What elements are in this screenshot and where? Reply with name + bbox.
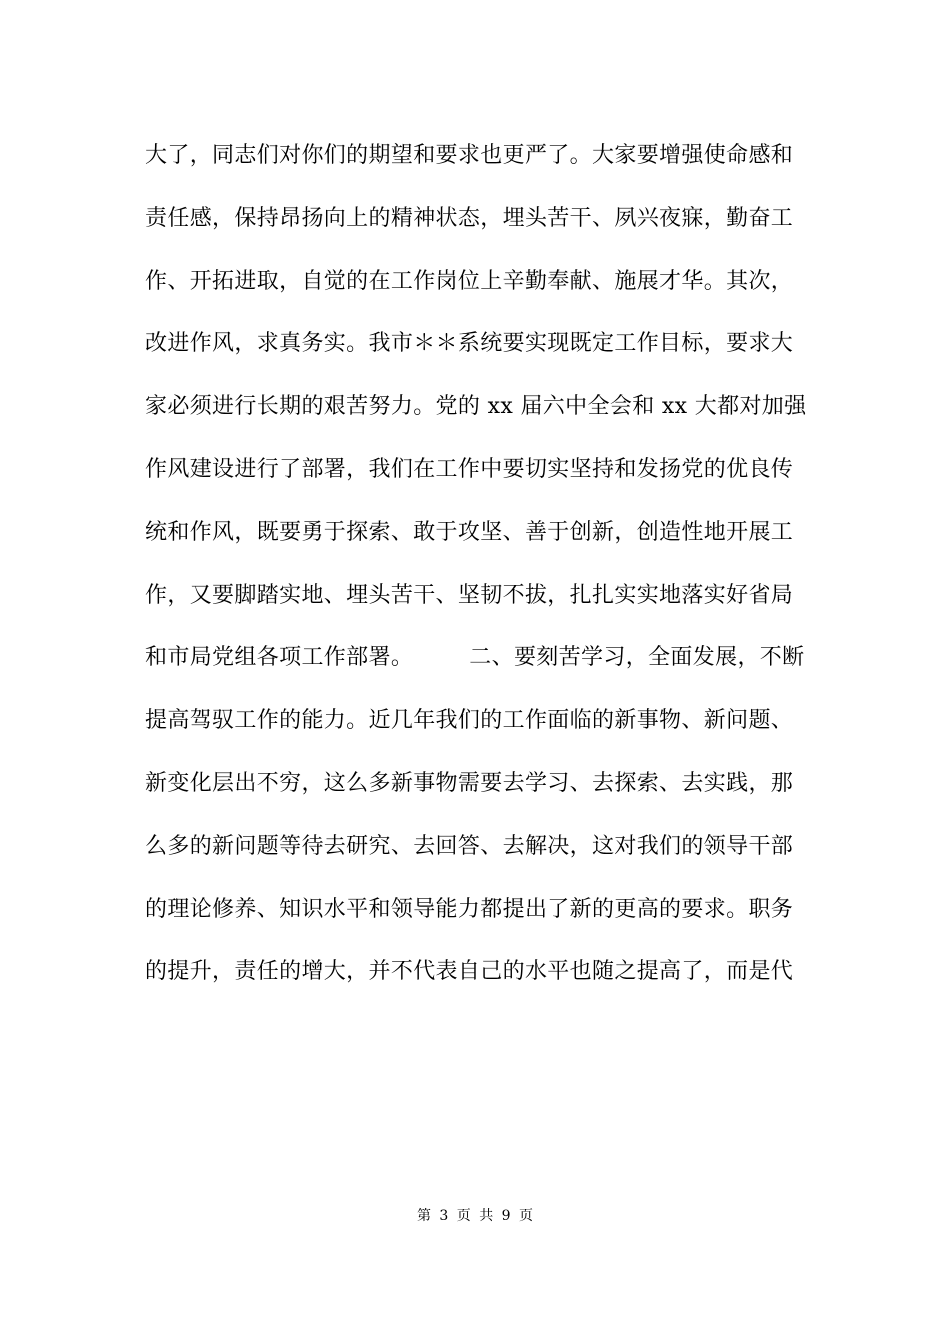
total-pages-number: 9 (501, 1208, 511, 1224)
footer-label-ye: 页 (456, 1208, 471, 1224)
footer-label-di: 第 (416, 1208, 431, 1224)
text-line: 作、开拓进取，自觉的在工作岗位上辛勤奉献、施展才华。其次， (145, 268, 794, 294)
text-line: 统和作风，既要勇于探索、敢于攻坚、善于创新，创造性地开展工 (145, 519, 794, 545)
text-line: 作，又要脚踏实地、埋头苦干、坚韧不拔，扎扎实实地落实好省局 (145, 582, 794, 608)
text-line: 提高驾驭工作的能力。近几年我们的工作面临的新事物、新问题、 (145, 708, 794, 734)
text-line: 家必须进行长期的艰苦努力。党的 xx 届六中全会和 xx 大都对加强 (145, 394, 807, 420)
text-line: 改进作风，求真务实。我市＊＊系统要实现既定工作目标，要求大 (145, 331, 794, 357)
body-text (145, 132, 809, 1011)
page-footer (0, 1206, 950, 1226)
text-line: 和市局党组各项工作部署。 二、要刻苦学习，全面发展，不断 (145, 645, 805, 671)
text-line: 大了，同志们对你们的期望和要求也更严了。大家要增强使命感和 (145, 143, 794, 168)
text-line: 责任感，保持昂扬向上的精神状态，埋头苦干、夙兴夜寐，勤奋工 (145, 205, 794, 231)
current-page-number: 3 (439, 1208, 449, 1224)
footer-label-ye-end: 页 (519, 1208, 534, 1224)
text-line: 新变化层出不穷，这么多新事物需要去学习、去探索、去实践，那 (145, 770, 794, 796)
text-line: 么多的新问题等待去研究、去回答、去解决，这对我们的领导干部 (145, 833, 794, 859)
footer-label-gong: 共 (479, 1208, 494, 1224)
text-line: 作风建设进行了部署，我们在工作中要切实坚持和发扬党的优良传 (145, 456, 794, 482)
text-line: 的提升，责任的增大，并不代表自己的水平也随之提高了，而是代 (145, 959, 794, 985)
text-line: 的理论修养、知识水平和领导能力都提出了新的更高的要求。职务 (145, 896, 794, 922)
